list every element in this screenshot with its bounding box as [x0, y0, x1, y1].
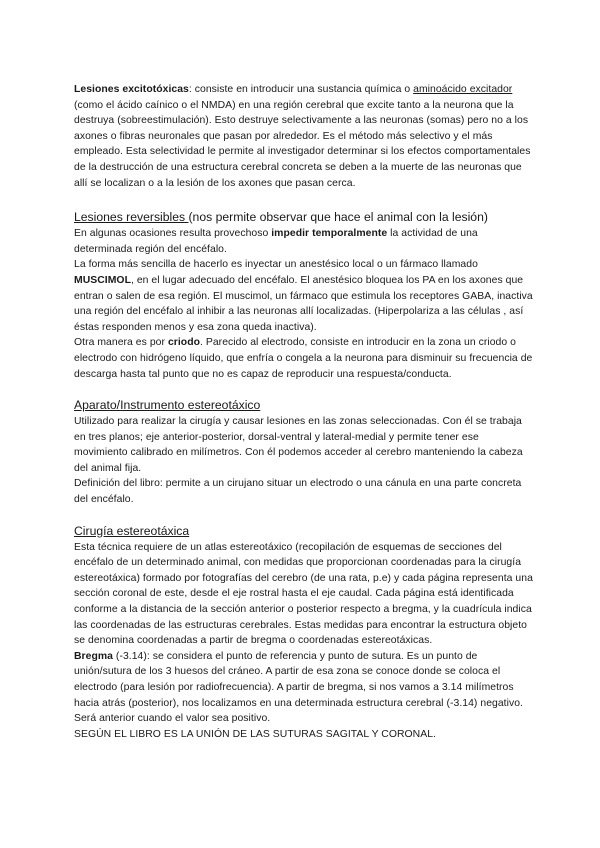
intro-text-1: : consiste en introducir una sustancia química o — [188, 84, 414, 95]
bold-term: impedir temporalmente — [271, 228, 388, 240]
reversible-paragraph-2 — [74, 257, 534, 335]
aminoacid-link[interactable]: aminoácido excitador — [413, 84, 513, 95]
heading-stereotaxic-instrument — [74, 397, 534, 414]
text: En algunas ocasiones resulta provechoso — [74, 228, 272, 240]
text: Otra manera es por — [74, 337, 168, 349]
intro-text-2: (como el ácido caínico o el NMDA) en una región cerebral que excite tanto a la neurona que la destruya (sobreestimulación). Esto destruye selectivamente a las neuronas (somas) pero no a los axones o fibras neuronales que pasan por alrededor. Es el método más selectivo y el más empleado. Esta selectividad le permite al investigador determinar si los efectos comportamentales de la destrucción de una estructura cerebral concreta se deben a la muerte de las neuronas que allí se localizan o a la lesión de los axones que pasan cerca. — [74, 99, 531, 189]
reversible-paragraph-3 — [74, 335, 534, 382]
document-page — [74, 82, 534, 742]
surgery-paragraph-3: Será anterior cuando el valor sea positivo. — [74, 713, 271, 725]
reversible-paragraph-1 — [74, 226, 534, 257]
term-excitotoxic: Lesiones excitotóxicas — [74, 84, 189, 95]
heading-reversible-lesions — [74, 209, 534, 226]
instrument-paragraph-2: Definición del libro: permite a un cirujano situar un electrodo o una cánula en una parte concreta del encéfalo. — [74, 478, 522, 506]
instrument-paragraph-1: Utilizado para realizar la cirugía y causar lesiones en las zonas seleccionadas. Con él se trabaja en tres planos; eje anterior-posterior, dorsal-ventral y lateral-medial y permite tener ese movimiento calibrado en milímetros. Con él podemos acceder al cerebro manteniendo la cabeza del animal fija. — [74, 416, 523, 474]
bold-term: MUSCIMOL — [74, 274, 131, 286]
surgery-paragraph-1: Esta técnica requiere de un atlas estereotáxico (recopilación de esquemas de secciones del encéfalo de un determinado animal, con medidas que proporcionan coordenadas para la cirugía estereotáxica) formado por fotografías del cerebro (de una rata, p.e) y cada página representa una sección coronal de este, desde el eje rostral hasta el eje caudal. Cada página está identificada conforme a la distancia de la sección anterior o posterior respecto a bregma, y la cuadrícula indica las coordenadas de las estructuras cerebrales. Estas medidas para encontrar la estructura objeto se denomina coordenadas a partir de bregma o coordenadas estereotáxicas. — [74, 541, 533, 647]
text: (-3.14): se considera el punto de referencia y punto de sutura. Es un punto de unión/sutura de los 3 huesos del cráneo. A partir de esa zona se conoce donde se coloca el electrodo (para lesión por radiofrecuencia). A partir de bregma, si nos vamos a 3.14 milímetros hacia atrás (posterior), nos localizamos en una determinada estructura cerebral (-3.14) negativo. — [74, 650, 523, 709]
bold-term: criodo — [167, 337, 200, 349]
text: La forma más sencilla de hacerlo es inyectar un anestésico local o un fármaco llamado — [74, 259, 478, 271]
text: . Parecido al electrodo, consiste en introducir en la zona un criodo o electrodo con hidrógeno líquido, que enfría o congela a la neurona para disminuir su frecuencia de descarga hasta tal punto que no es capaz de reproducir una respuesta/conducta. — [74, 337, 533, 380]
surgery-paragraph-4: SEGÚN EL LIBRO ES LA UNIÓN DE LAS SUTURAS SAGITAL Y CORONAL. — [74, 728, 436, 740]
surgery-paragraph-2 — [74, 649, 534, 711]
intro-paragraph — [74, 82, 534, 191]
heading-text: Aparato/Instrumento estereotáxico — [74, 398, 261, 413]
heading-stereotaxic-surgery — [74, 523, 534, 540]
text: , en el lugar adecuado del encéfalo. El anestésico bloquea los PA en los axones que entran o salen de esa región. El muscimol, un fármaco que estimula los receptores GABA, inactiva una región del encéfalo al inhibir a las neuronas allí localizadas. (Hiperpolariza a las células , así éstas responden menos y esa zona queda inactiva). — [74, 274, 533, 333]
bold-term: Bregma — [74, 650, 113, 662]
heading-reversible-note: (nos permite observar que hace el animal con la lesión) — [188, 210, 488, 225]
heading-reversible-title: Lesiones reversibles — [74, 210, 189, 225]
text: la actividad de una determinada región del encéfalo. — [74, 228, 478, 255]
heading-text: Cirugía estereotáxica — [74, 523, 190, 538]
